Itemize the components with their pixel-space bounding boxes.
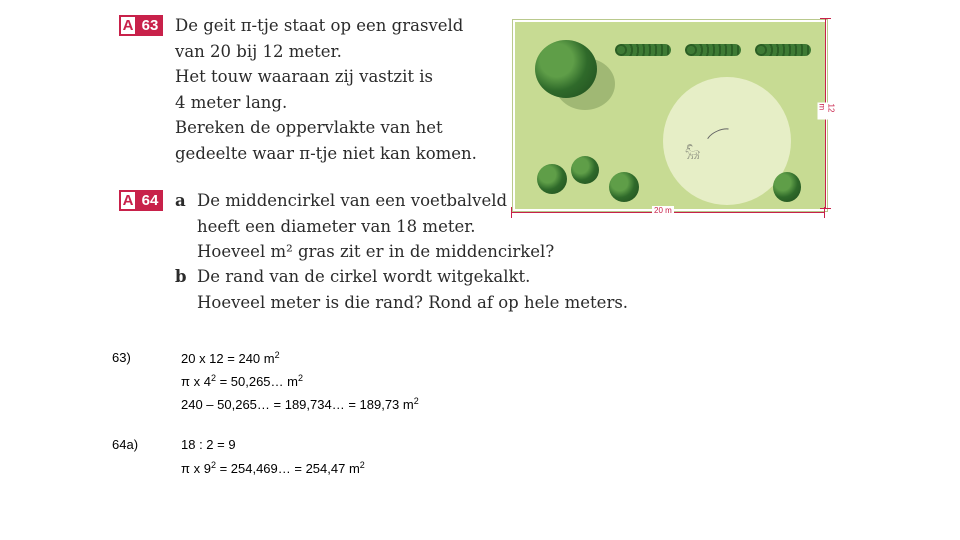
answer-64a-label: 64a) [112,437,139,452]
superscript: 2 [413,396,419,406]
badge-number: 64 [137,190,163,211]
answer-text: π x 9 [181,461,211,476]
hedge [685,44,741,56]
part-b-label: b [175,267,187,286]
grass-field-illustration [513,20,827,211]
large-tree [535,40,597,98]
text-line: 4 meter lang. [175,92,288,112]
answer-63-label: 63) [112,350,131,365]
text-line: De middencirkel van een voetbalveld [197,191,508,210]
height-label: 12 m [818,103,836,120]
answer-64a-line-2 [181,460,365,476]
superscript: 2 [274,350,280,360]
small-tree [773,172,801,202]
dimension-cap [820,18,831,19]
exercise-63-text [175,13,477,166]
textbook-excerpt [115,10,835,315]
answer-text: 20 x 12 = 240 m [181,351,275,366]
width-label: 20 m [654,206,672,215]
part-a-label: a [175,191,186,210]
exercise-63-badge [119,15,163,36]
small-tree [537,164,567,194]
text-line: Hoeveel m² gras zit er in de middencirkel? [197,242,555,261]
exercise-64-badge [119,190,163,211]
answer-text: = 50,265… m [215,374,298,389]
small-tree [609,172,639,202]
superscript: 2 [210,460,216,470]
exercise-64a-text [197,188,554,265]
superscript: 2 [210,373,216,383]
answer-text: 240 – 50,265… = 189,734… = 189,73 m [181,397,414,412]
badge-number: 63 [137,15,163,36]
dimension-cap [824,207,825,218]
dimension-cap [820,208,831,209]
dimension-cap [511,207,512,218]
superscript: 2 [297,373,303,383]
hedge [615,44,671,56]
text-line: De rand van de cirkel wordt witgekalkt. [197,267,531,286]
text-line: Hoeveel meter is die rand? Rond af op hele meters. [197,292,629,312]
answer-text: 18 : 2 = 9 [181,437,236,452]
exercise-64b-text [197,264,628,315]
text-line: Bereken de oppervlakte van het [175,118,443,137]
answer-text: = 254,469… = 254,47 m [215,461,360,476]
goat-icon: 𓃵 [685,145,701,159]
superscript: 2 [359,460,365,470]
answer-64a-line-1 [181,437,236,452]
text-line: heeft een diameter van 18 meter. [197,216,476,236]
text-line: van 20 bij 12 meter. [175,41,342,61]
answer-text: π x 4 [181,374,211,389]
text-line: gedeelte waar π-tje niet kan komen. [175,143,477,163]
badge-letter: A [119,190,137,211]
badge-letter: A [119,15,137,36]
small-tree [571,156,599,184]
text-line: De geit π-tje staat op een grasveld [175,16,464,35]
answer-63-line-1 [181,350,280,366]
text-line: Het touw waaraan zij vastzit is [175,67,433,86]
answer-63-line-3 [181,396,419,412]
answer-63-line-2 [181,373,303,389]
hedge [755,44,811,56]
